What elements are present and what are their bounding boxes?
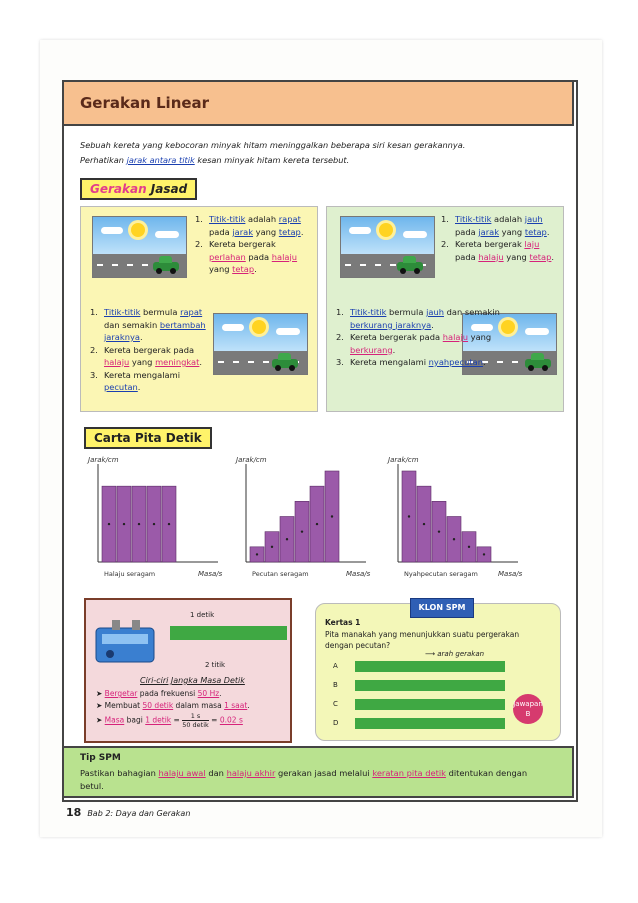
sun-icon [252,320,266,334]
list-item [195,213,313,238]
item-text: dan semakin [104,319,160,330]
item-number: 1. [195,214,203,224]
road-marking [375,264,381,266]
ticker-fact-3: ➤ Masa bagi 1 detik = 1 s 50 detik = 0.02 s [96,712,243,729]
item-text: . [546,226,550,237]
item-text: . [139,332,143,342]
item-text: . [137,382,141,392]
option-tape[interactable] [355,699,505,710]
road-marking [263,361,269,363]
section-label-rest: Jasad [146,182,188,196]
tape-dot [438,530,440,532]
fact-1-value: 50 Hz [197,689,220,698]
section-label-carta-pita-detik [84,427,212,449]
wheel-icon [289,365,295,371]
answer-value: B [525,710,531,718]
item-number: 1. [336,307,344,317]
item-number: 3. [90,369,98,380]
item-highlight: perlahan [209,251,246,262]
y-axis-label: Jarak/cm [88,456,119,464]
cloud-icon [101,227,123,234]
wheel-icon [528,365,534,371]
item-highlight: nyahpecutan [428,357,483,367]
intro-line-2 [80,153,560,168]
item-number: 2. [90,344,98,355]
item-text: Kereta bergerak pada [350,332,443,342]
car-icon [272,359,298,368]
item-highlight: pecutan [104,382,138,392]
tape-dot [123,523,125,525]
tip-spm-box [62,746,574,798]
x-axis-label: Masa/s [346,570,371,578]
option-label[interactable]: D [333,719,339,727]
scene-image-left-bottom [213,313,308,375]
item-text: Kereta bergerak [209,239,276,249]
item-number: 2. [336,332,344,342]
road-marking [112,264,118,266]
tape-dot [286,538,288,540]
tape-dot [453,538,455,540]
item-text: . [254,264,257,274]
road-marking [345,264,351,266]
road-marking [233,361,239,363]
item-text: . [300,226,304,237]
fact-3-mid: bagi [124,715,146,725]
chart-caption: Nyahpecutan seragam [404,570,478,578]
x-axis-label: Masa/s [498,570,523,578]
left-top-list [195,213,313,276]
item-highlight: berkurang jaraknya [350,319,432,330]
item-text: . [551,251,555,262]
tape-dot [138,523,140,525]
page-number: 18 [66,806,82,819]
item-highlight: meningkat [155,357,200,367]
wheel-icon [275,365,281,371]
option-tape[interactable] [355,661,505,672]
road-marking [97,264,103,266]
list-item [336,306,516,331]
tip-title: Tip SPM [80,753,121,763]
tape-dot [108,523,110,525]
item-text: Kereta bergerak pada [104,344,195,355]
item-highlight: tetap [529,251,552,262]
chapter-title: Bab 2: Daya dan Gerakan [87,809,191,818]
klon-spm-badge: KLON SPM [410,598,474,618]
item-highlight: berkurang [350,344,393,355]
item-highlight: jarak [478,226,500,237]
intro-highlight: jarak antara titik [126,155,195,165]
label-1-detik: 1 detik [190,611,215,619]
right-bottom-list [336,306,516,369]
item-number: 1. [90,307,98,317]
fact-3-hl: Masa [104,715,125,725]
item-highlight: halaju [442,332,469,342]
car-icon [153,262,179,271]
list-item [90,306,210,344]
ticker-fact-2: ➤ Membuat 50 detik dalam masa 1 saat. [96,701,250,710]
item-text: pada [455,251,479,262]
arrow-label-text: arah gerakan [437,650,485,658]
fraction-numerator: 1 s [182,712,209,721]
cloud-icon [525,328,549,335]
tape-dot [408,515,410,517]
item-text: bermula [386,307,427,317]
wheel-icon [414,268,420,274]
road-marking [248,361,254,363]
tape-dot [316,523,318,525]
fact-1-hl: Bergetar [104,689,138,698]
road-marking [390,264,396,266]
tip-pre: Pastikan bahagian [80,768,159,778]
tape-dot [168,523,170,525]
road-marking [142,264,148,266]
option-label[interactable]: B [333,681,338,689]
tip-mid: dan [205,768,227,778]
fact-2-value: 1 saat [224,701,248,710]
list-item [336,331,516,356]
ticker-fact-1: ➤ Bergetar pada frekuensi 50 Hz. [96,689,222,698]
tip-post: ditentukan dengan betul. [80,768,528,791]
list-item [336,356,516,369]
ticker-tape-charts [80,450,560,590]
item-text: yang [468,332,492,342]
item-text: . [482,357,486,367]
item-text: . [392,344,396,355]
list-item [441,238,559,263]
tape-dot [301,530,303,532]
item-number: 1. [441,214,449,224]
item-highlight: tetap [232,264,255,274]
intro-text-b: kesan minyak hitam kereta tersebut. [194,155,350,165]
tip-mid-2: gerakan jasad melalui [275,768,373,778]
page-footer [66,806,190,819]
ticker-heading: Ciri-ciri Jangka Masa Detik [140,676,245,685]
item-highlight: bertambah jaraknya [104,319,206,342]
item-text: . [199,357,203,367]
section-label-gerakan-jasad [80,178,197,200]
item-text: adalah [491,214,525,224]
intro-line-1: Sebuah kereta yang kebocoran minyak hitam meninggalkan beberapa siri kesan gerakannya. [80,140,466,150]
item-text: pada [245,251,272,262]
cloud-icon [349,227,371,234]
cloud-icon [403,231,427,238]
item-text: bermula [140,307,181,317]
item-text: adalah [245,214,279,224]
y-axis-label: Jarak/cm [388,456,419,464]
tape-dot [331,515,333,517]
tape-dot [256,553,258,555]
item-highlight: laju [524,239,540,249]
item-number: 2. [441,239,449,249]
ticker-timer-icon [92,614,162,672]
item-highlight: Titik-titik [350,307,387,317]
tape-dot [423,523,425,525]
item-text: yang [499,226,525,237]
tip-hl-3: keratan pita detik [372,768,446,778]
fraction [182,712,209,729]
item-highlight: tetap [524,226,547,237]
intro-text-a: Perhatikan [80,155,127,165]
item-highlight: halaju [104,357,130,367]
scene-image-right-top [340,216,435,278]
title-bar [62,80,574,126]
tape-dot [468,546,470,548]
item-highlight: tetap [278,226,301,237]
item-text: . [431,319,434,330]
item-text: Kereta bergerak [455,239,525,249]
fact-3-value: 1 detik [145,715,172,725]
item-highlight: jarak [232,226,254,237]
list-item [90,369,210,394]
option-tape[interactable] [355,680,505,691]
item-highlight: Titik-titik [455,214,492,224]
wheel-icon [156,268,162,274]
cloud-icon [276,328,300,335]
cloud-icon [155,231,179,238]
list-item [195,238,313,276]
label-2-titik: 2 titik [205,661,226,669]
y-axis-label: Jarak/cm [236,456,267,464]
chart-caption: Halaju seragam [104,570,156,578]
option-label[interactable]: A [333,662,338,670]
scene-image-left-top [92,216,187,278]
item-highlight: jauh [524,214,543,224]
item-text: yang [253,226,279,237]
sun-icon [131,223,145,237]
klon-question: Pita manakah yang menunjukkan suatu pergerakan dengan pecutan? [325,630,520,650]
chart-caption: Pecutan seragam [252,570,309,578]
road-marking [127,264,133,266]
item-number: 3. [336,357,344,367]
car-icon [525,359,551,368]
fact-1-mid: pada frekuensi [137,689,198,698]
item-text: Kereta mengalami [350,357,429,367]
page-title: Gerakan Linear [80,94,210,112]
item-highlight: Titik-titik [104,307,141,317]
tape-dot [153,523,155,525]
fact-3-result: 0.02 s [219,715,243,725]
list-item [441,213,559,238]
tape-dot [483,553,485,555]
item-text: pada [455,226,479,237]
tip-hl-2: halaju akhir [226,768,276,778]
tape-dot [271,546,273,548]
item-highlight: rapat [278,214,301,224]
option-label[interactable]: C [333,700,338,708]
section-label-pink: Gerakan [90,182,147,196]
cloud-icon [222,324,244,331]
right-top-list [441,213,559,263]
item-highlight: rapat [180,307,203,317]
fraction-denominator: 50 detik [182,721,209,729]
arrow-label: ⟶ arah gerakan [425,650,485,658]
road-marking [218,361,224,363]
kertas-label: Kertas 1 [325,618,361,627]
section-label-text: Carta Pita Detik [94,431,202,445]
sun-icon [379,223,393,237]
item-highlight: Titik-titik [209,214,246,224]
fact-2-mid: dalam masa [173,701,225,710]
item-text: yang [503,251,530,262]
wheel-icon [400,268,406,274]
fact-2-hl: 50 detik [142,701,174,710]
item-text: pada [209,226,233,237]
intro-text [80,138,560,168]
fact-2-pre: Membuat [104,701,143,710]
item-number: 2. [195,239,203,249]
x-axis-label: Masa/s [198,570,223,578]
ticker-tape-sample [170,626,287,640]
wheel-icon [542,365,548,371]
item-text: dan semakin [443,307,500,317]
answer-badge [513,694,543,724]
tip-hl-1: halaju awal [158,768,206,778]
wheel-icon [170,268,176,274]
ticker-facts [96,688,286,729]
answer-label: Jawapan [513,700,543,708]
list-item [90,344,210,369]
left-bottom-list [90,306,210,394]
road-marking [360,264,366,266]
item-text: yang [209,264,233,274]
item-text: Kereta mengalami [104,369,181,380]
tip-body [80,767,550,793]
item-highlight: halaju [271,251,298,262]
item-highlight: jauh [426,307,444,317]
item-text: yang [129,357,156,367]
option-tape[interactable] [355,718,505,729]
item-highlight: halaju [478,251,504,262]
car-icon [397,262,423,271]
